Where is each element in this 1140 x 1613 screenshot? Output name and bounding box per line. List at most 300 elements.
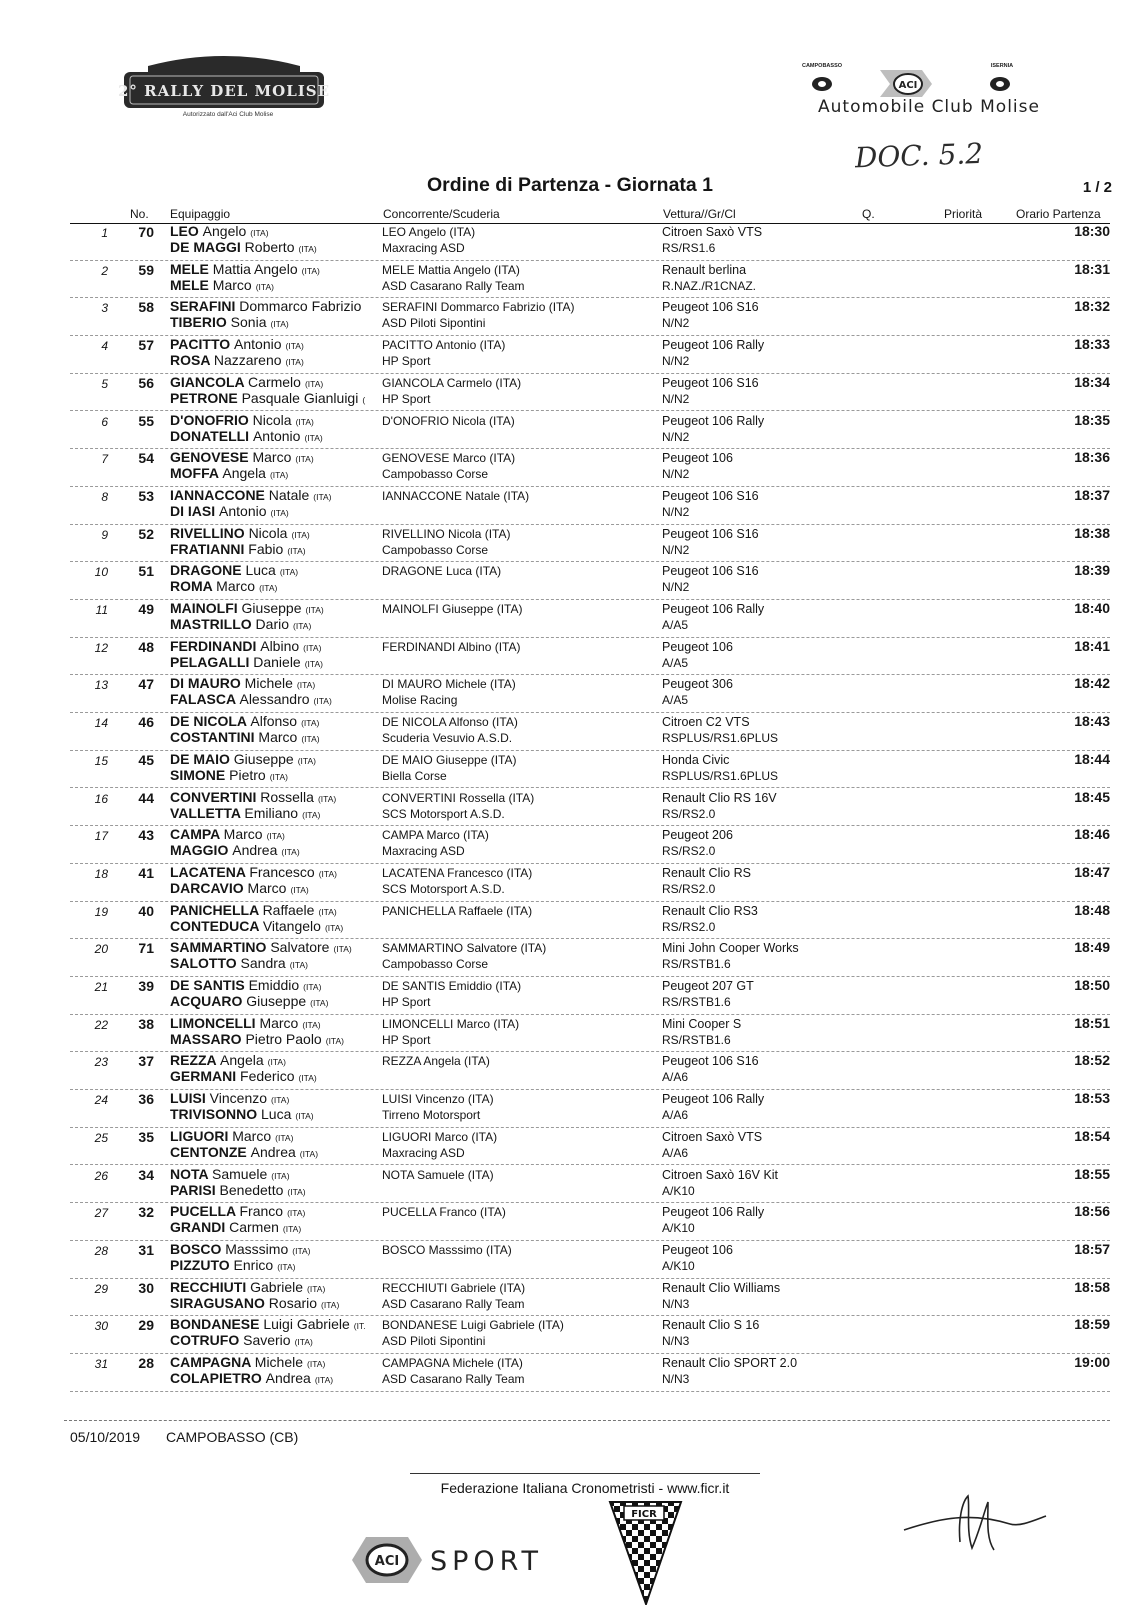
co-driver <box>170 1031 344 1047</box>
driver-firstname: Masssimo <box>225 1240 289 1257</box>
group-class: RS/RSTB1.6 <box>662 995 731 1009</box>
car-model: Mini John Cooper Works <box>662 941 799 956</box>
team: Biella Corse <box>382 768 447 783</box>
group-class: A/A6 <box>662 1070 689 1085</box>
start-position: 14 <box>94 716 108 731</box>
co-driver <box>170 1295 339 1311</box>
race-number: 35 <box>138 1128 154 1145</box>
team: SCS Motorsport A.S.D. <box>382 881 505 896</box>
car-model: Renault Clio RS 16V <box>662 790 777 805</box>
driver-firstname: Andrea <box>250 1143 296 1160</box>
co-driver <box>170 805 320 821</box>
start-time: 18:55 <box>1074 1165 1110 1182</box>
table-row <box>70 863 1110 902</box>
driver-firstname: Dommarco Fabrizio <box>239 298 362 315</box>
handwritten-note <box>855 134 1005 178</box>
start-time: 18:51 <box>1074 1014 1110 1031</box>
start-time: 18:37 <box>1074 486 1110 503</box>
driver <box>170 789 336 805</box>
start-position: 8 <box>101 489 108 504</box>
entrant: DE NICOLA Alfonso (ITA) <box>382 715 518 730</box>
team: ASD Piloti Sipontini <box>382 316 486 331</box>
nationality-badge: (ITA) <box>297 755 316 766</box>
group-class: RS/RS2.0 <box>662 806 716 821</box>
group-class: A/A5 <box>662 655 689 670</box>
co-driver <box>170 1144 318 1160</box>
entrant: RECCHIUTI Gabriele (ITA) <box>382 1280 526 1295</box>
driver-firstname: Angela <box>222 465 266 482</box>
race-number: 30 <box>138 1279 154 1296</box>
entrant: PANICHELLA Raffaele (ITA) <box>382 903 533 918</box>
nationality-badge: (ITA) <box>281 847 300 858</box>
start-position: 27 <box>94 1206 108 1221</box>
race-number: 38 <box>138 1015 154 1032</box>
footer-date: 05/10/2019 <box>70 1429 141 1445</box>
table-row <box>70 976 1110 1015</box>
table-row <box>70 750 1110 789</box>
co-driver <box>170 1106 314 1122</box>
aci-club-logo <box>790 60 1060 122</box>
co-driver <box>170 503 289 519</box>
car-model: Peugeot 106 S16 <box>662 375 759 390</box>
team: Campobasso Corse <box>382 542 489 557</box>
race-number: 49 <box>138 601 154 617</box>
table-row <box>70 1353 1110 1392</box>
nationality-badge: (ITA) <box>287 1208 306 1219</box>
nationality-badge: (ITA) <box>279 567 299 578</box>
entrant: FERDINANDI Albino (ITA) <box>382 639 521 654</box>
driver-firstname: Pietro Paolo <box>245 1030 322 1047</box>
driver <box>170 939 352 955</box>
driver-lastname: D'ONOFRIO <box>170 411 249 428</box>
table-row <box>70 373 1110 412</box>
entrant: REZZA Angela (ITA) <box>382 1054 490 1069</box>
nationality-badge: (ITA) <box>250 228 269 238</box>
nationality-badge: (ITA) <box>301 734 320 745</box>
car-model: Mini Cooper S <box>662 1016 742 1031</box>
driver-lastname: LIMONCELLI <box>170 1014 256 1031</box>
co-driver <box>170 314 289 330</box>
driver-firstname: Francesco <box>249 863 315 880</box>
entrant: NOTA Samuele (ITA) <box>382 1167 494 1182</box>
driver-lastname: PIZZUTO <box>170 1256 230 1273</box>
race-number: 39 <box>138 978 154 994</box>
group-class: RS/RSTB1.6 <box>662 957 731 972</box>
group-class: A/A6 <box>662 1145 689 1160</box>
nationality-badge: (ITA) <box>271 1170 290 1181</box>
table-row <box>70 486 1110 525</box>
nationality-badge: (ITA) <box>318 906 337 917</box>
driver-lastname: CAMPAGNA <box>170 1354 251 1370</box>
driver-lastname: NOTA <box>170 1165 209 1182</box>
group-class: RS/RSTB1.6 <box>662 1032 731 1047</box>
table-row <box>70 1051 1110 1090</box>
driver-firstname: Alfonso <box>250 713 298 730</box>
driver-lastname: COSTANTINI <box>170 729 255 746</box>
driver-lastname: DI IASI <box>170 502 216 519</box>
race-number: 56 <box>138 374 154 391</box>
car-model: Peugeot 306 <box>662 677 733 692</box>
driver-firstname: Rosario <box>268 1294 318 1311</box>
driver <box>170 826 285 842</box>
co-driver <box>170 842 300 858</box>
nationality-badge: (ITA) <box>304 378 324 389</box>
start-time: 18:48 <box>1074 901 1110 918</box>
driver <box>170 1090 289 1106</box>
nationality-badge: (ITA) <box>314 1375 334 1385</box>
driver-lastname: RIVELLINO <box>170 524 245 541</box>
driver-lastname: GENOVESE <box>170 449 249 466</box>
row-separator <box>70 1391 1110 1392</box>
group-class: A/K10 <box>662 1258 695 1273</box>
driver-lastname: GIANCOLA <box>170 373 245 390</box>
start-time: 18:39 <box>1074 562 1110 579</box>
start-position: 13 <box>94 678 108 693</box>
group-class: N/N2 <box>662 467 690 482</box>
team: HP Sport <box>382 995 431 1009</box>
entrant: DRAGONE Luca (ITA) <box>382 564 502 579</box>
driver-firstname: Antonio <box>234 336 282 353</box>
co-driver <box>170 428 323 444</box>
nationality-badge: (ITA) <box>275 1132 294 1143</box>
co-driver <box>170 729 320 745</box>
driver-firstname: Daniele <box>253 653 301 670</box>
start-position: 9 <box>101 527 108 542</box>
driver-firstname: Michele <box>254 1354 304 1370</box>
car-model: Citroen C2 VTS <box>662 715 750 730</box>
team: HP Sport <box>382 391 431 406</box>
driver-lastname: PELAGALLI <box>170 653 250 670</box>
table-row <box>70 825 1110 864</box>
driver-lastname: COTRUFO <box>170 1332 240 1349</box>
driver <box>170 525 310 541</box>
start-position: 22 <box>94 1017 108 1032</box>
nationality-badge: (ITA) <box>310 998 329 1008</box>
driver-firstname: Roberto <box>244 239 295 255</box>
team: ASD Casarano Rally Team <box>382 1372 525 1386</box>
co-driver <box>170 541 306 557</box>
driver-lastname: LIGUORI <box>170 1127 229 1144</box>
co-driver <box>170 955 308 971</box>
driver <box>170 1166 290 1182</box>
driver-lastname: BONDANESE <box>170 1316 260 1333</box>
driver-firstname: Marco <box>212 276 252 293</box>
group-class: N/N3 <box>662 1372 690 1386</box>
start-time: 18:52 <box>1074 1052 1110 1069</box>
col-header-crew: Equipaggio <box>170 207 231 221</box>
co-driver <box>170 465 288 481</box>
start-position: 2 <box>101 263 108 278</box>
driver-firstname: Pietro <box>229 766 266 783</box>
ficr-flag-text: FICR <box>631 1509 657 1520</box>
page-title: Ordine di Partenza - Giornata 1 <box>426 174 714 196</box>
driver-firstname: Enrico <box>233 1256 274 1273</box>
team: HP Sport <box>382 354 431 369</box>
entrant: RIVELLINO Nicola (ITA) <box>382 526 511 541</box>
nationality-badge: (ITA) <box>282 1224 302 1235</box>
nationality-badge: (ITA) <box>266 831 285 842</box>
driver-lastname: DONATELLI <box>170 427 250 444</box>
entrant: LUISI Vincenzo (ITA) <box>382 1092 494 1107</box>
driver <box>170 1128 293 1144</box>
table-row <box>70 561 1110 600</box>
start-time: 18:57 <box>1074 1240 1110 1257</box>
entrant: CAMPA Marco (ITA) <box>382 828 489 843</box>
driver-firstname: Luca <box>245 562 276 579</box>
car-model: Peugeot 106 <box>662 1242 733 1257</box>
team: HP Sport <box>382 1032 431 1047</box>
driver-firstname: Luca <box>261 1106 292 1123</box>
driver-firstname: Samuele <box>212 1165 268 1182</box>
driver-firstname: Angelo <box>202 223 247 239</box>
col-header-start-time: Orario Partenza <box>1016 207 1101 221</box>
driver-firstname: Gabriele <box>250 1278 304 1295</box>
race-number: 41 <box>138 864 154 881</box>
table-row <box>70 1089 1110 1128</box>
car-model: Peugeot 207 GT <box>662 979 754 993</box>
car-model: Peugeot 106 S16 <box>662 300 759 315</box>
nationality-badge: (ITA) <box>289 960 308 971</box>
start-time: 18:40 <box>1074 600 1110 616</box>
driver-lastname: DE NICOLA <box>170 713 247 730</box>
race-number: 70 <box>138 224 154 240</box>
driver-firstname: Carmelo <box>248 373 301 390</box>
start-position: 19 <box>94 904 108 919</box>
start-time: 18:47 <box>1074 863 1110 880</box>
start-time: 18:59 <box>1074 1316 1110 1333</box>
nationality-badge: (ITA) <box>295 1111 314 1122</box>
race-number: 51 <box>138 563 154 580</box>
start-position: 28 <box>94 1243 108 1258</box>
table-row <box>70 1315 1110 1354</box>
start-time: 18:54 <box>1074 1127 1110 1144</box>
table-row <box>70 1014 1110 1053</box>
driver-firstname: Fabio <box>248 540 284 557</box>
entrant: GIANCOLA Carmelo (ITA) <box>382 375 522 390</box>
co-driver <box>170 993 328 1009</box>
nationality-badge: (ITA) <box>294 1337 313 1348</box>
driver-lastname: RECCHIUTI <box>170 1278 247 1295</box>
driver-firstname: Vincenzo <box>209 1090 268 1107</box>
driver-lastname: MASTRILLO <box>170 616 252 632</box>
co-driver <box>170 1219 301 1235</box>
team: Scuderia Vesuvio A.S.D. <box>382 731 513 746</box>
group-class: RSPLUS/RS1.6PLUS <box>662 731 779 746</box>
driver-lastname: SIMONE <box>170 766 226 783</box>
table-row <box>70 524 1110 563</box>
start-position: 25 <box>94 1130 108 1145</box>
driver <box>170 1354 325 1370</box>
entrant: DI MAURO Michele (ITA) <box>382 677 516 692</box>
driver <box>170 1241 311 1257</box>
driver <box>170 261 320 277</box>
table-row <box>70 1240 1110 1279</box>
start-position: 23 <box>94 1055 108 1070</box>
driver-lastname: CENTONZE <box>170 1143 247 1160</box>
driver-firstname: Marco <box>232 1127 272 1144</box>
driver <box>170 1015 321 1031</box>
driver-lastname: MAGGIO <box>170 842 229 859</box>
race-number: 57 <box>138 337 154 354</box>
car-model: Citroen Saxò 16V Kit <box>662 1167 779 1182</box>
car-model: Renault Clio RS <box>662 865 751 880</box>
table-row <box>70 637 1110 676</box>
driver-lastname: SALOTTO <box>170 955 237 972</box>
driver-lastname: DRAGONE <box>170 562 242 579</box>
footer-center-rule <box>410 1473 760 1474</box>
co-driver <box>170 654 323 670</box>
nationality-badge: (ITA) <box>271 1095 290 1106</box>
nationality-badge: (ITA) <box>303 982 322 992</box>
start-position: 5 <box>101 376 108 391</box>
group-class: R.NAZ./R1CNAZ. <box>662 278 757 293</box>
race-number: 47 <box>138 676 154 693</box>
table-row <box>70 788 1110 827</box>
nationality-badge: (ITA) <box>269 771 288 782</box>
driver-firstname: Sonia <box>230 314 267 331</box>
nationality-badge: (ITA) <box>321 1299 340 1310</box>
driver-lastname: FRATIANNI <box>170 540 245 557</box>
race-number: 71 <box>138 940 154 957</box>
start-time: 18:36 <box>1074 449 1110 466</box>
start-position: 30 <box>94 1319 108 1334</box>
entrant: MELE Mattia Angelo (ITA) <box>382 262 520 277</box>
driver-firstname: Saverio <box>243 1332 291 1349</box>
aci-sport-word: SPORT <box>430 1546 543 1577</box>
group-class: RSPLUS/RS1.6PLUS <box>662 768 779 783</box>
co-driver <box>170 767 288 783</box>
table-row <box>70 335 1110 374</box>
group-class: RS/RS2.0 <box>662 919 716 934</box>
driver-firstname: Pasquale Gianluigi <box>241 389 359 406</box>
driver-lastname: CONTEDUCA <box>170 917 259 934</box>
driver-firstname: Vitangelo <box>262 917 321 934</box>
group-class: N/N3 <box>662 1334 690 1349</box>
table-row <box>70 448 1110 487</box>
nationality-badge: (ITA) <box>301 718 320 729</box>
nationality-badge: (ITA) <box>299 1148 319 1159</box>
table-row <box>70 712 1110 751</box>
nationality-badge: ( <box>362 394 366 405</box>
nationality-badge: (ITA) <box>302 1019 321 1030</box>
entrant: LACATENA Francesco (ITA) <box>382 865 533 880</box>
nationality-badge: (ITA) <box>333 944 352 955</box>
nationality-badge: (ITA) <box>291 529 310 540</box>
start-position: 4 <box>101 339 108 354</box>
entrant: IANNACCONE Natale (ITA) <box>382 488 530 503</box>
rally-logo-icon <box>118 50 330 118</box>
nationality-badge: (ITA) <box>313 491 332 502</box>
driver-firstname: Marco <box>223 826 263 843</box>
car-model: Peugeot 106 Rally <box>662 413 765 428</box>
nationality-badge: (ITA) <box>304 432 323 443</box>
nationality-badge: (ITA) <box>287 545 306 556</box>
race-number: 52 <box>138 525 154 542</box>
driver-firstname: Raffaele <box>262 901 315 918</box>
driver-lastname: BOSCO <box>170 1240 222 1257</box>
driver-lastname: MASSARO <box>170 1030 242 1047</box>
car-model: Renault Clio RS3 <box>662 903 758 918</box>
driver-lastname: PACITTO <box>170 336 231 353</box>
start-time: 18:53 <box>1074 1090 1110 1107</box>
driver <box>170 412 314 428</box>
start-time: 18:41 <box>1074 637 1110 654</box>
car-model: Citroen Saxò VTS <box>662 1129 763 1144</box>
race-number: 32 <box>138 1204 154 1221</box>
signature-icon <box>900 1490 1050 1560</box>
group-class: RS/RS2.0 <box>662 844 716 859</box>
group-class: N/N2 <box>662 354 690 369</box>
driver-lastname: SAMMARTINO <box>170 939 267 956</box>
driver-lastname: TIBERIO <box>170 314 227 331</box>
start-time: 18:30 <box>1074 223 1110 239</box>
entrant: DE SANTIS Emiddio (ITA) <box>382 979 522 993</box>
nationality-badge: (ITA) <box>298 1073 317 1084</box>
driver-lastname: ROMA <box>170 578 213 595</box>
driver-lastname: FERDINANDI <box>170 637 257 654</box>
driver-firstname: Michele <box>244 675 293 692</box>
driver <box>170 713 319 729</box>
co-driver <box>170 239 317 255</box>
driver-lastname: DI MAURO <box>170 675 241 692</box>
group-class: RS/RS2.0 <box>662 881 716 896</box>
nationality-badge: (IT. <box>353 1321 366 1332</box>
group-class: A/K10 <box>662 1221 695 1236</box>
car-model: Peugeot 106 Rally <box>662 1092 765 1107</box>
driver-firstname: Rossella <box>260 788 314 805</box>
driver-firstname: Alessandro <box>239 691 310 708</box>
car-model: Peugeot 106 S16 <box>662 488 759 503</box>
start-position: 20 <box>94 942 108 957</box>
driver-lastname: MELE <box>170 276 209 293</box>
driver-lastname: DE MAGGI <box>170 239 241 255</box>
driver-firstname: Nicola <box>252 411 292 428</box>
footer-rule <box>64 1420 1110 1421</box>
nationality-badge: (ITA) <box>270 507 289 518</box>
driver <box>170 374 323 390</box>
driver-lastname: LEO <box>170 223 199 239</box>
nationality-badge: (ITA) <box>303 642 322 653</box>
group-class: N/N3 <box>662 1296 690 1311</box>
race-number: 36 <box>138 1091 154 1108</box>
race-number: 40 <box>138 902 154 919</box>
driver-firstname: Sandra <box>240 955 286 972</box>
table-row <box>70 674 1110 713</box>
start-time: 18:49 <box>1074 939 1110 956</box>
driver-lastname: REZZA <box>170 1052 217 1069</box>
driver-lastname: PARISI <box>170 1181 216 1198</box>
driver-firstname: Marco <box>252 449 292 466</box>
car-model: Renault Clio Williams <box>662 1280 781 1295</box>
race-number: 59 <box>138 261 154 278</box>
car-model: Peugeot 106 <box>662 639 733 654</box>
driver <box>170 487 332 503</box>
aci-emblem-text: ACI <box>898 80 918 91</box>
start-time: 18:42 <box>1074 675 1110 692</box>
group-class: N/N2 <box>662 391 690 406</box>
start-time: 18:50 <box>1074 977 1110 993</box>
nationality-badge: (ITA) <box>296 680 316 691</box>
entrant: LIGUORI Marco (ITA) <box>382 1129 498 1144</box>
group-class: N/N2 <box>662 504 690 519</box>
driver-firstname: Albino <box>260 637 300 654</box>
team: ASD Piloti Sipontini <box>382 1334 486 1349</box>
driver <box>170 638 321 654</box>
aci-sport-logo-icon <box>348 1525 588 1595</box>
col-header-q: Q. <box>862 207 875 221</box>
start-position: 1 <box>101 226 108 240</box>
co-driver <box>170 1332 313 1348</box>
